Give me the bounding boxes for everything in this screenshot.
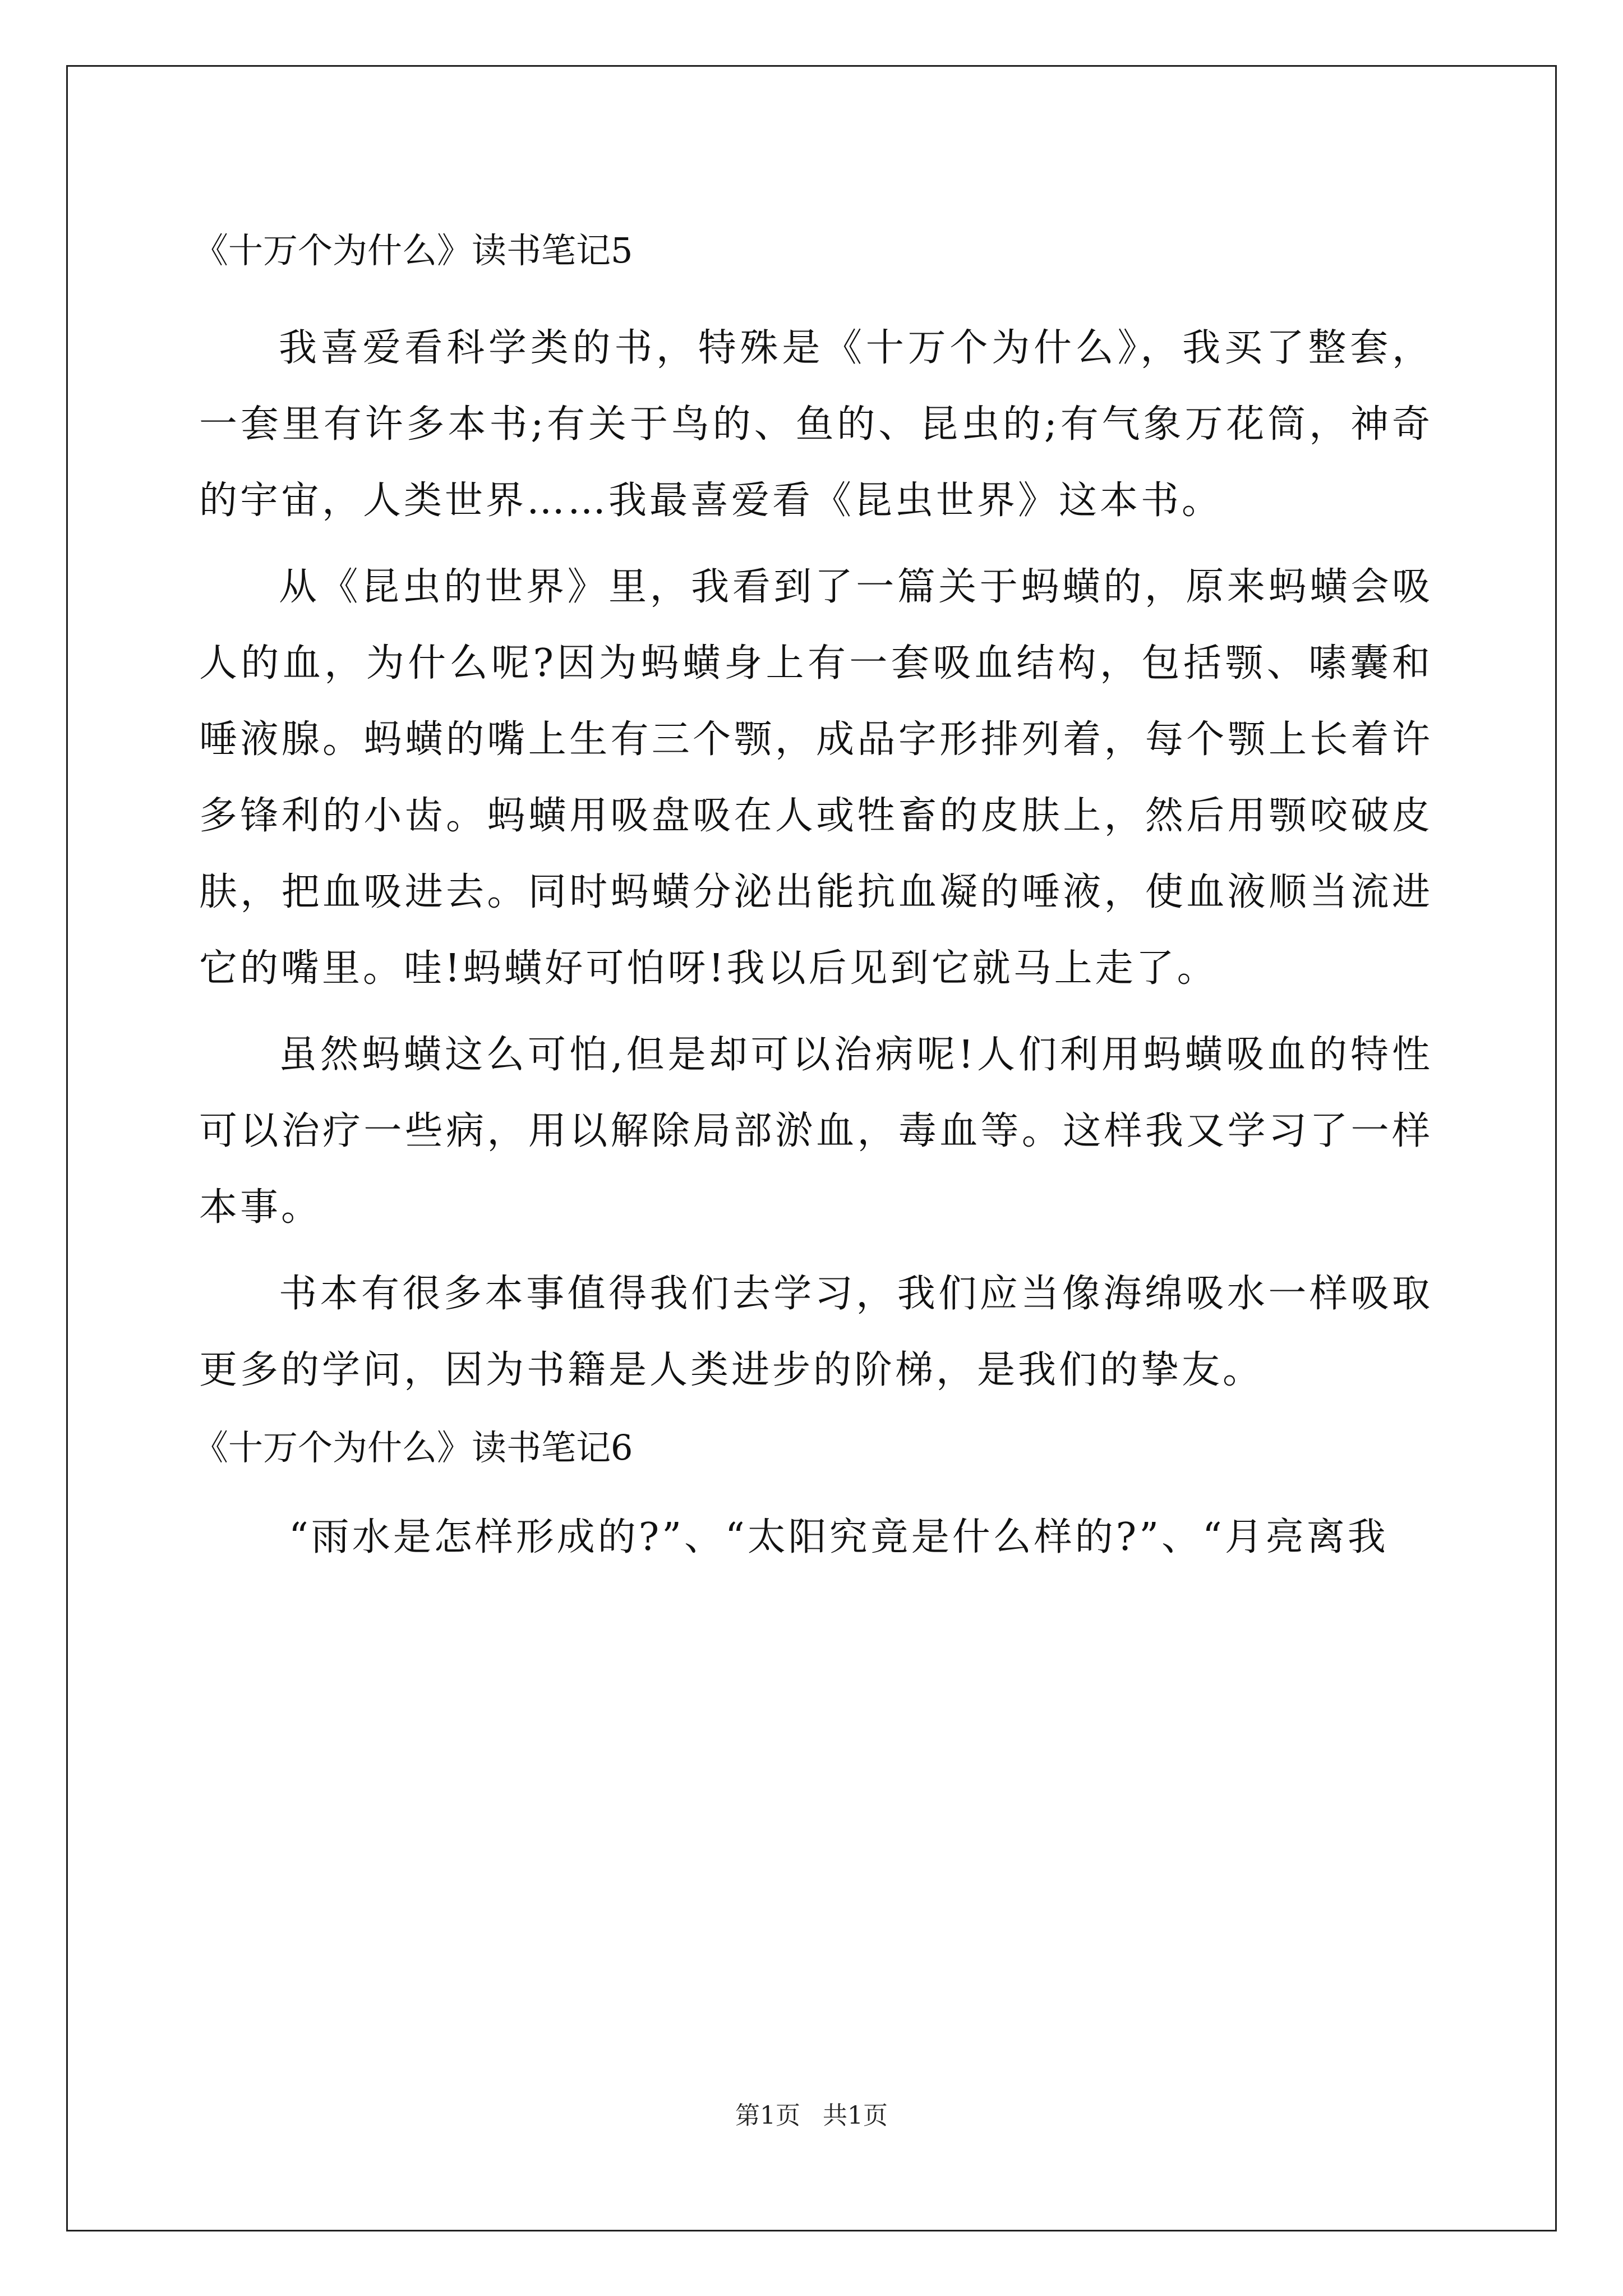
page-footer bbox=[0, 2099, 1623, 2133]
section-title: 《十万个为什么》读书笔记6 bbox=[193, 1427, 633, 1468]
paragraph: 书本有很多本事值得我们去学习，我们应当像海绵吸水一样吸取更多的学问，因为书籍是人类进步的阶梯，是我们的挚友。 bbox=[199, 1272, 1433, 1392]
page-total: 共1页 bbox=[823, 2101, 888, 2130]
paragraph: 从《昆虫的世界》里，我看到了一篇关于蚂蟥的，原来蚂蟥会吸人的血，为什么呢?因为蚂蟥身上有一套吸血结构，包括颚、嗉囊和唾液腺。蚂蟥的嘴上生有三个颚，成品字形排列着，每个颚上长着许多锋利的小齿。蚂蟥用吸盘吸在人或牲畜的皮肤上，然后用颚咬破皮肤，把血吸进去。同时蚂蟥分泌出能抗血凝的唾液，使血液顺当流进它的嘴里。哇!蚂蟥好可怕呀!我以后见到它就马上走了。 bbox=[199, 565, 1433, 991]
document-body bbox=[193, 216, 1433, 1586]
paragraph: 虽然蚂蟥这么可怕,但是却可以治病呢!人们利用蚂蟥吸血的特性可以治疗一些病，用以解除局部淤血，毒血等。这样我又学习了一样本事。 bbox=[199, 1033, 1433, 1230]
page-number: 第1页 bbox=[735, 2101, 800, 2130]
section-title: 《十万个为什么》读书笔记5 bbox=[193, 230, 633, 271]
paragraph: 我喜爱看科学类的书，特殊是《十万个为什么》，我买了整套，一套里有许多本书;有关于鸟的、鱼的、昆虫的;有气象万花筒，神奇的宇宙，人类世界……我最喜爱看《昆虫世界》这本书。 bbox=[199, 326, 1433, 523]
paragraph: “雨水是怎样形成的?”、“太阳究竟是什么样的?”、“月亮离我 bbox=[289, 1515, 1389, 1559]
